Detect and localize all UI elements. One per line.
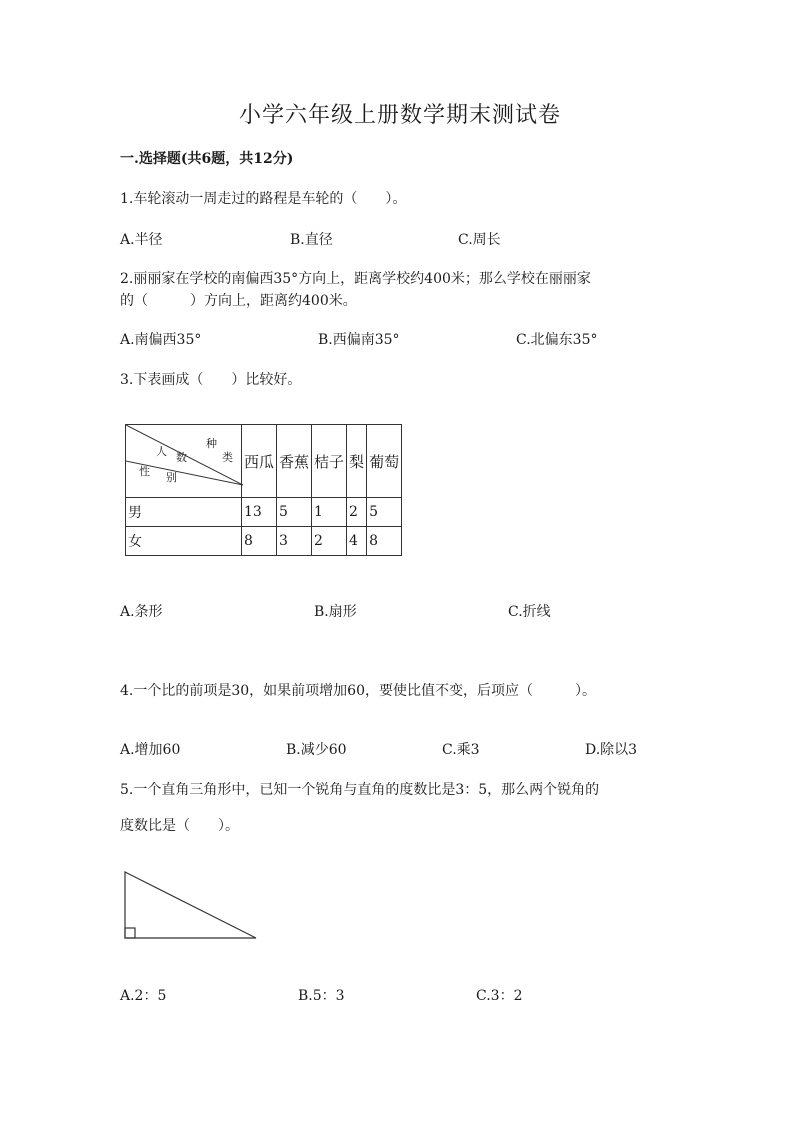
q4-option-c: C.乘3 — [442, 742, 480, 758]
q4-option-a: A.增加60 — [120, 742, 181, 758]
corner-label-zhong: 种 — [206, 437, 217, 450]
q4-option-b: B.减少60 — [286, 742, 347, 758]
corner-label-bie: 别 — [166, 471, 177, 484]
q5-option-c: C.3：2 — [476, 988, 523, 1004]
table-cell: 8 — [367, 527, 402, 556]
corner-label-xing: 性 — [139, 465, 150, 478]
table-corner-cell — [126, 425, 242, 498]
q2-option-b: B.西偏南35° — [318, 332, 400, 348]
corner-label-lei: 类 — [222, 451, 233, 464]
question-5-line-2: 度数比是（ ）。 — [120, 818, 239, 834]
table-cell: 1 — [312, 498, 347, 527]
question-5-line-1: 5.一个直角三角形中，已知一个锐角与直角的度数比是3：5，那么两个锐角的 — [120, 782, 600, 798]
q1-option-a: A.半径 — [120, 232, 163, 248]
table-cell: 3 — [277, 527, 312, 556]
q2-option-c: C.北偏东35° — [516, 332, 598, 348]
q1-option-c: C.周长 — [458, 232, 501, 248]
question-4: 4.一个比的前项是30，如果前项增加60，要使比值不变，后项应（ ）。 — [120, 683, 596, 699]
corner-label-shu: 数 — [176, 451, 187, 464]
header-grape: 葡萄 — [367, 425, 402, 498]
page-title: 小学六年级上册数学期末测试卷 — [238, 103, 561, 128]
question-1: 1.车轮滚动一周走过的路程是车轮的（ ）。 — [120, 191, 407, 207]
right-triangle-figure — [118, 866, 262, 942]
header-banana: 香蕉 — [277, 425, 312, 498]
table-header-row — [126, 425, 402, 498]
table-cell: 2 — [312, 527, 347, 556]
question-3: 3.下表画成（ ）比较好。 — [120, 372, 302, 388]
row-label-female: 女 — [126, 527, 242, 556]
table-cell: 5 — [277, 498, 312, 527]
q4-option-d: D.除以3 — [585, 742, 638, 758]
q2-option-a: A.南偏西35° — [120, 332, 202, 348]
header-watermelon: 西瓜 — [242, 425, 277, 498]
header-pear: 梨 — [347, 425, 367, 498]
section-heading: 一.选择题(共6题，共12分) — [120, 151, 294, 167]
table-row — [126, 498, 402, 527]
q3-option-b: B.扇形 — [314, 604, 357, 620]
q3-option-c: C.折线 — [508, 604, 551, 620]
q1-option-b: B.直径 — [290, 232, 333, 248]
corner-label-ren: 人 — [156, 445, 167, 458]
q3-option-a: A.条形 — [120, 604, 163, 620]
row-label-male: 男 — [126, 498, 242, 527]
table-cell: 2 — [347, 498, 367, 527]
header-orange: 桔子 — [312, 425, 347, 498]
q5-option-b: B.5：3 — [298, 988, 345, 1004]
table-row — [126, 527, 402, 556]
question-2-line-2: 的（ ）方向上，距离约400米。 — [120, 293, 357, 309]
table-cell: 4 — [347, 527, 367, 556]
data-table — [125, 424, 402, 556]
table-cell: 8 — [242, 527, 277, 556]
table-cell: 5 — [367, 498, 402, 527]
table-cell: 13 — [242, 498, 277, 527]
q5-option-a: A.2：5 — [120, 988, 167, 1004]
question-2-line-1: 2.丽丽家在学校的南偏西35°方向上，距离学校约400米；那么学校在丽丽家 — [120, 271, 591, 287]
